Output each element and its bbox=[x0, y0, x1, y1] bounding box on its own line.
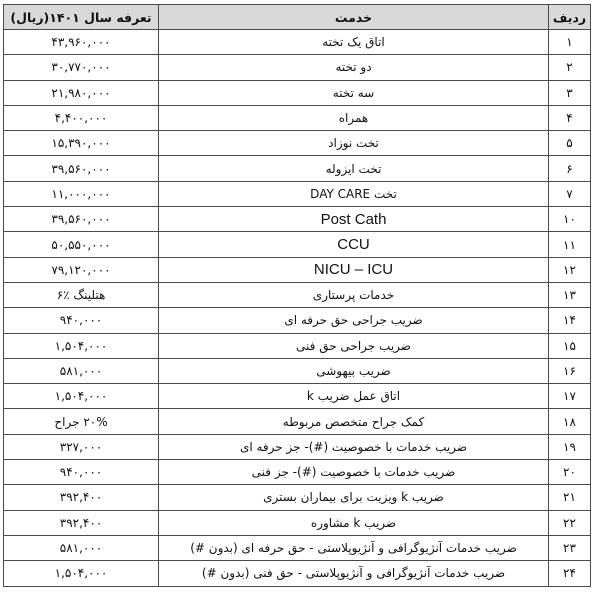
fee-cell: هتلینگ ٪۶ bbox=[4, 282, 159, 307]
service-cell: ضریب جراحی حق فنی bbox=[159, 333, 549, 358]
table-row bbox=[4, 535, 591, 560]
service-cell: تخت ایزوله bbox=[159, 156, 549, 181]
row-number-cell: ۱۶ bbox=[549, 358, 591, 383]
fee-cell: ۴,۴۰۰,۰۰۰ bbox=[4, 105, 159, 130]
service-cell: همراه bbox=[159, 105, 549, 130]
table-header bbox=[4, 5, 591, 30]
fee-cell: ۲۱,۹۸۰,۰۰۰ bbox=[4, 80, 159, 105]
fee-cell: ۳۹۲,۴۰۰ bbox=[4, 510, 159, 535]
table-row bbox=[4, 55, 591, 80]
row-number-cell: ۱۱ bbox=[549, 232, 591, 257]
row-number-cell: ۲۱ bbox=[549, 485, 591, 510]
row-number-cell: ۱۲ bbox=[549, 257, 591, 282]
table-row bbox=[4, 257, 591, 282]
row-number-cell: ۶ bbox=[549, 156, 591, 181]
row-number-cell: ۱۴ bbox=[549, 308, 591, 333]
table-row bbox=[4, 333, 591, 358]
table-row bbox=[4, 460, 591, 485]
fee-cell: ۹۴۰,۰۰۰ bbox=[4, 460, 159, 485]
row-number-cell: ۳ bbox=[549, 80, 591, 105]
row-number-cell: ۱۸ bbox=[549, 409, 591, 434]
service-cell: ضریب k ویزیت برای بیماران بستری bbox=[159, 485, 549, 510]
table-row bbox=[4, 384, 591, 409]
row-number-cell: ۲۰ bbox=[549, 460, 591, 485]
row-number-cell: ۱۰ bbox=[549, 207, 591, 232]
fee-cell: ۵۸۱,۰۰۰ bbox=[4, 535, 159, 560]
service-cell: Post Cath bbox=[159, 207, 549, 232]
row-number-cell: ۱۹ bbox=[549, 434, 591, 459]
service-cell: ضریب k مشاوره bbox=[159, 510, 549, 535]
fee-cell: ۱۱,۰۰۰,۰۰۰ bbox=[4, 181, 159, 206]
header-service: خدمت bbox=[159, 5, 549, 30]
service-cell: تخت نوزاد bbox=[159, 131, 549, 156]
service-cell: ضریب جراحی حق حرفه ای bbox=[159, 308, 549, 333]
table-row bbox=[4, 308, 591, 333]
row-number-cell: ۱۳ bbox=[549, 282, 591, 307]
header-row-number: ردیف bbox=[549, 5, 591, 30]
service-cell: سه تخته bbox=[159, 80, 549, 105]
fee-cell: ۳۹,۵۶۰,۰۰۰ bbox=[4, 207, 159, 232]
fee-cell: ۳۹,۵۶۰,۰۰۰ bbox=[4, 156, 159, 181]
row-number-cell: ۲۳ bbox=[549, 535, 591, 560]
tariff-table bbox=[3, 4, 591, 587]
table-row bbox=[4, 207, 591, 232]
service-cell: ضریب خدمات آنژیوگرافی و آنژیوپلاستی - حق حرفه ای (بدون #) bbox=[159, 535, 549, 560]
service-cell: کمک جراح متخصص مربوطه bbox=[159, 409, 549, 434]
header-fee: تعرفه سال ۱۴۰۱(ریال) bbox=[4, 5, 159, 30]
table-row bbox=[4, 105, 591, 130]
fee-cell: ۱,۵۰۴,۰۰۰ bbox=[4, 333, 159, 358]
service-cell: خدمات پرستاری bbox=[159, 282, 549, 307]
table-row bbox=[4, 510, 591, 535]
service-cell: تخت DAY CARE bbox=[159, 181, 549, 206]
service-cell: دو تخته bbox=[159, 55, 549, 80]
table-row bbox=[4, 30, 591, 55]
table-row bbox=[4, 80, 591, 105]
table-row bbox=[4, 561, 591, 586]
table-row bbox=[4, 434, 591, 459]
row-number-cell: ۲ bbox=[549, 55, 591, 80]
fee-cell: ۲۰% جراح bbox=[4, 409, 159, 434]
row-number-cell: ۱ bbox=[549, 30, 591, 55]
table-row bbox=[4, 409, 591, 434]
fee-cell: ۳۰,۷۷۰,۰۰۰ bbox=[4, 55, 159, 80]
service-cell: ضریب خدمات با خصوصیت (#)- جز حرفه ای bbox=[159, 434, 549, 459]
row-number-cell: ۲۲ bbox=[549, 510, 591, 535]
table-body bbox=[4, 30, 591, 587]
header-row bbox=[4, 5, 591, 30]
service-cell: NICU – ICU bbox=[159, 257, 549, 282]
fee-cell: ۳۹۲,۴۰۰ bbox=[4, 485, 159, 510]
table-row bbox=[4, 232, 591, 257]
row-number-cell: ۱۷ bbox=[549, 384, 591, 409]
service-cell: ضریب خدمات با خصوصیت (#)- جز فنی bbox=[159, 460, 549, 485]
table-row bbox=[4, 156, 591, 181]
fee-cell: ۵۸۱,۰۰۰ bbox=[4, 358, 159, 383]
service-cell: اتاق عمل ضریب k bbox=[159, 384, 549, 409]
fee-cell: ۹۴۰,۰۰۰ bbox=[4, 308, 159, 333]
fee-cell: ۱,۵۰۴,۰۰۰ bbox=[4, 384, 159, 409]
fee-cell: ۵۰,۵۵۰,۰۰۰ bbox=[4, 232, 159, 257]
row-number-cell: ۵ bbox=[549, 131, 591, 156]
fee-cell: ۱,۵۰۴,۰۰۰ bbox=[4, 561, 159, 586]
service-cell: ضریب خدمات آنژیوگرافی و آنژیوپلاستی - حق فنی (بدون #) bbox=[159, 561, 549, 586]
table-row bbox=[4, 282, 591, 307]
table-row bbox=[4, 131, 591, 156]
fee-cell: ۱۵,۳۹۰,۰۰۰ bbox=[4, 131, 159, 156]
row-number-cell: ۷ bbox=[549, 181, 591, 206]
fee-cell: ۳۲۷,۰۰۰ bbox=[4, 434, 159, 459]
row-number-cell: ۴ bbox=[549, 105, 591, 130]
table-row bbox=[4, 485, 591, 510]
service-cell: ضریب بیهوشی bbox=[159, 358, 549, 383]
row-number-cell: ۱۵ bbox=[549, 333, 591, 358]
fee-cell: ۴۳,۹۶۰,۰۰۰ bbox=[4, 30, 159, 55]
service-cell: اتاق یک تخته bbox=[159, 30, 549, 55]
table-row bbox=[4, 181, 591, 206]
service-cell: CCU bbox=[159, 232, 549, 257]
row-number-cell: ۲۴ bbox=[549, 561, 591, 586]
table-row bbox=[4, 358, 591, 383]
fee-cell: ۷۹,۱۲۰,۰۰۰ bbox=[4, 257, 159, 282]
